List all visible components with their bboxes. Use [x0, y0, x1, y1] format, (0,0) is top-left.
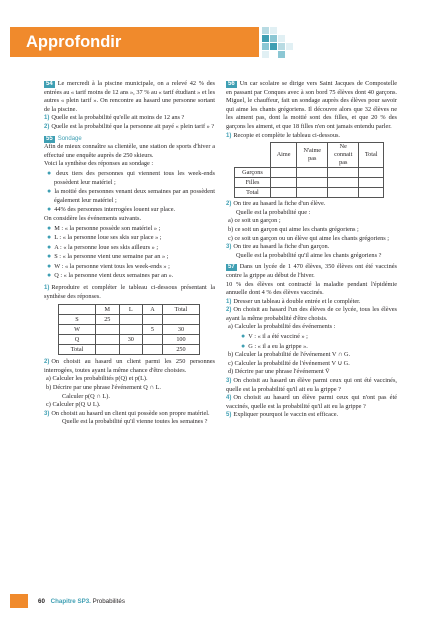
list-item: ● la moitié des personnes venant deux semaines par an possèdent également leur matériel ; [47, 187, 215, 204]
chapter-title: Probabilités [92, 598, 125, 605]
list-item: ● Q : « la personne vient deux semaines par an ». [47, 271, 174, 280]
subquestion: b) Calculer la probabilité de l'événement V ∩ G. [228, 351, 351, 359]
table-row: Garçons [235, 168, 384, 178]
list-item: ● S : « la personne vient une semaine par an » ; [47, 252, 169, 261]
exercise-number: 57 [228, 264, 235, 271]
choir-table [234, 142, 384, 198]
subquestion: b) Décrire par une phrase l'événement Q ∩ L. [46, 384, 161, 392]
table-row: Total [235, 188, 384, 198]
question-text: On choisit au hasard un client parmi les 250 personnes interrogées, toutes ayant la même chance d'être choisies. [44, 358, 215, 374]
exercise-number: 56 [228, 81, 235, 87]
subquestion: c) ce soit un garçon ou un élève qui aime les chants grégoriens ; [228, 234, 390, 242]
subquestion: Quelle est la probabilité qu'il vienne toutes les semaines ? [62, 418, 208, 426]
subquestion: c) Calculer p(Q ∪ L). [46, 401, 101, 409]
question-text: On tire au hasard la fiche d'un garçon. [233, 243, 330, 251]
right-column [226, 80, 397, 420]
question-number: 1) [44, 285, 50, 292]
question-text: On choisit au hasard un élève parmi ceux qui ont été vaccinés, quelle est la probabilité qu'il ait eu la grippe ? [226, 377, 397, 393]
subquestion: d) Décrire par une phrase l'événement V̄ [228, 368, 330, 376]
question-text: On tire au hasard la fiche d'un élève. [233, 200, 326, 208]
question-number: 2) [44, 123, 50, 130]
list-item: ● W : « la personne vient tous les week-ends » ; [47, 261, 170, 270]
question-number: 5) [226, 412, 232, 419]
question-number: 3) [44, 410, 50, 417]
left-column [44, 80, 215, 427]
question-number: 1) [226, 132, 232, 139]
ski-table [58, 304, 200, 355]
question-text: Expliquer pourquoi le vaccin est efficace. [233, 411, 339, 419]
subquestion: c) Calculer la probabilité de l'événement V ∪ G. [228, 359, 350, 367]
subquestion: Calculer p(Q ∩ L). [62, 392, 110, 400]
list-item: ● A : « la personne loue ses skis ailleurs » ; [47, 242, 159, 251]
synthesis-heading: Voici la synthèse des réponses au sondage : [44, 160, 154, 168]
footer-accent [10, 594, 28, 608]
exercise-56 [226, 80, 397, 260]
question-number: 2) [226, 307, 232, 314]
table-row: Q 30 100 [59, 335, 200, 345]
list-item: ● G : « il a eu la grippe ». [241, 341, 308, 350]
table-row: S 25 [59, 315, 200, 325]
section-banner [10, 27, 259, 57]
table-row: W 5 30 [59, 325, 200, 335]
page-number: 60 [38, 598, 45, 605]
subquestion: a) Calculer la probabilité des événements : [228, 323, 336, 331]
question-text: On choisit au hasard un élève parmi ceux qui n'ont pas été vaccinés, quelle est la probabilité qu'il ait eu la grippe ? [226, 394, 397, 410]
table-row: Filles [235, 178, 384, 188]
exercise-intro: Dans un lycée de 1 470 élèves, 350 élèves ont été vaccinés contre la grippe au début de l'hiver. [226, 263, 397, 279]
subquestion: a) ce soit un garçon ; [228, 217, 281, 225]
question-number: 1) [226, 298, 232, 305]
subquestion: Quelle est la probabilité que : [236, 208, 311, 216]
subquestion: b) ce soit un garçon qui aime les chants grégoriens ; [228, 225, 359, 233]
exercise-tag: Sondage [57, 135, 82, 142]
exercise-intro: Afin de mieux connaître sa clientèle, une station de sports d'hiver a effectué une enquête auprès de 250 skieurs. [44, 143, 215, 159]
subquestion: Quelle est la probabilité qu'il aime les chants grégoriens ? [236, 251, 382, 259]
list-item: ● deux tiers des personnes qui viennent tous les week-ends possèdent leur matériel ; [47, 168, 215, 186]
list-item: ● M : « la personne possède son matériel » ; [47, 223, 161, 232]
question-text: On choisit au hasard un client qui possède son propre matériel. [51, 409, 210, 417]
question-number: 4) [226, 395, 232, 402]
subquestion: a) Calculer les probabilités p(Q) et p(L). [46, 375, 148, 383]
table-header-row: Aime N'aime pas Ne connait pas Total [235, 143, 384, 168]
question-number: 2) [226, 201, 232, 208]
exercise-intro: Le mercredi à la piscine municipale, on a relevé 42 % des entrées au « tarif moins de 12 ans », 37 % au « tarif étudiant » et les autres « plein tarif ». On rencontre au hasard une personne sortant de la piscine. [44, 80, 216, 113]
list-item: ● 44% des personnes interrogées louent sur place. [47, 205, 176, 214]
list-item: ● L : « la personne loue ses skis sur place » ; [47, 233, 162, 242]
list-item: ● V : « il a été vacciné » ; [241, 332, 308, 341]
exercise-number: 54 [46, 81, 53, 87]
question-text: Reproduire et compléter le tableau ci-dessous présentant la synthèse des réponses. [44, 284, 215, 300]
table-header-row: M L A Total [59, 305, 200, 315]
exercise-55 [44, 135, 215, 427]
exercise-intro: Un car scolaire se dirige vers Saint Jacques de Compostelle en passant par Conques avec à son bord 75 élèves dont 40 garçons. Miguel, le chauffeur, fait un sondage auprès des élèves pour savoir qui aime les chants grégoriens. Il découvre alors que 32 élèves ne les aiment pas, dont la moitié sont des filles, et que 20 % des garçons les aiment, et que 18 filles n'en ont jamais entendu parler. [226, 80, 397, 130]
question-number: 3) [226, 244, 232, 251]
question-number: 2) [44, 359, 50, 366]
exercise-intro-2: 10 % des élèves ont contracté la maladie pendant l'épidémie annuelle dont 4 % des élèves vaccinés. [226, 280, 397, 297]
question-text: On choisit au hasard l'un des élèves de ce lycée, tous les élèves ayant la même probabilité d'être choisis. [226, 306, 397, 322]
page-footer [38, 598, 125, 607]
question-number: 1) [44, 115, 50, 122]
events-intro: On considère les événements suivants. [44, 214, 142, 222]
section-title: Approfondir [26, 33, 122, 51]
exercise-54 [44, 80, 215, 132]
question-text: Quelle est la probabilité qu'elle ait moins de 12 ans ? [51, 114, 185, 122]
question-number: 3) [226, 378, 232, 385]
exercise-number: 55 [46, 135, 53, 142]
question-text: Recopie et complète le tableau ci-dessous. [233, 131, 341, 139]
question-text: Quelle est la probabilité que la personne ait payé « plein tarif » ? [51, 122, 215, 130]
table-row: Total 250 [59, 345, 200, 355]
chapter-label: Chapitre SP3. [50, 598, 91, 605]
exercise-57 [226, 263, 397, 420]
question-text: Dresser un tableau à double entrée et le compléter. [233, 297, 361, 305]
